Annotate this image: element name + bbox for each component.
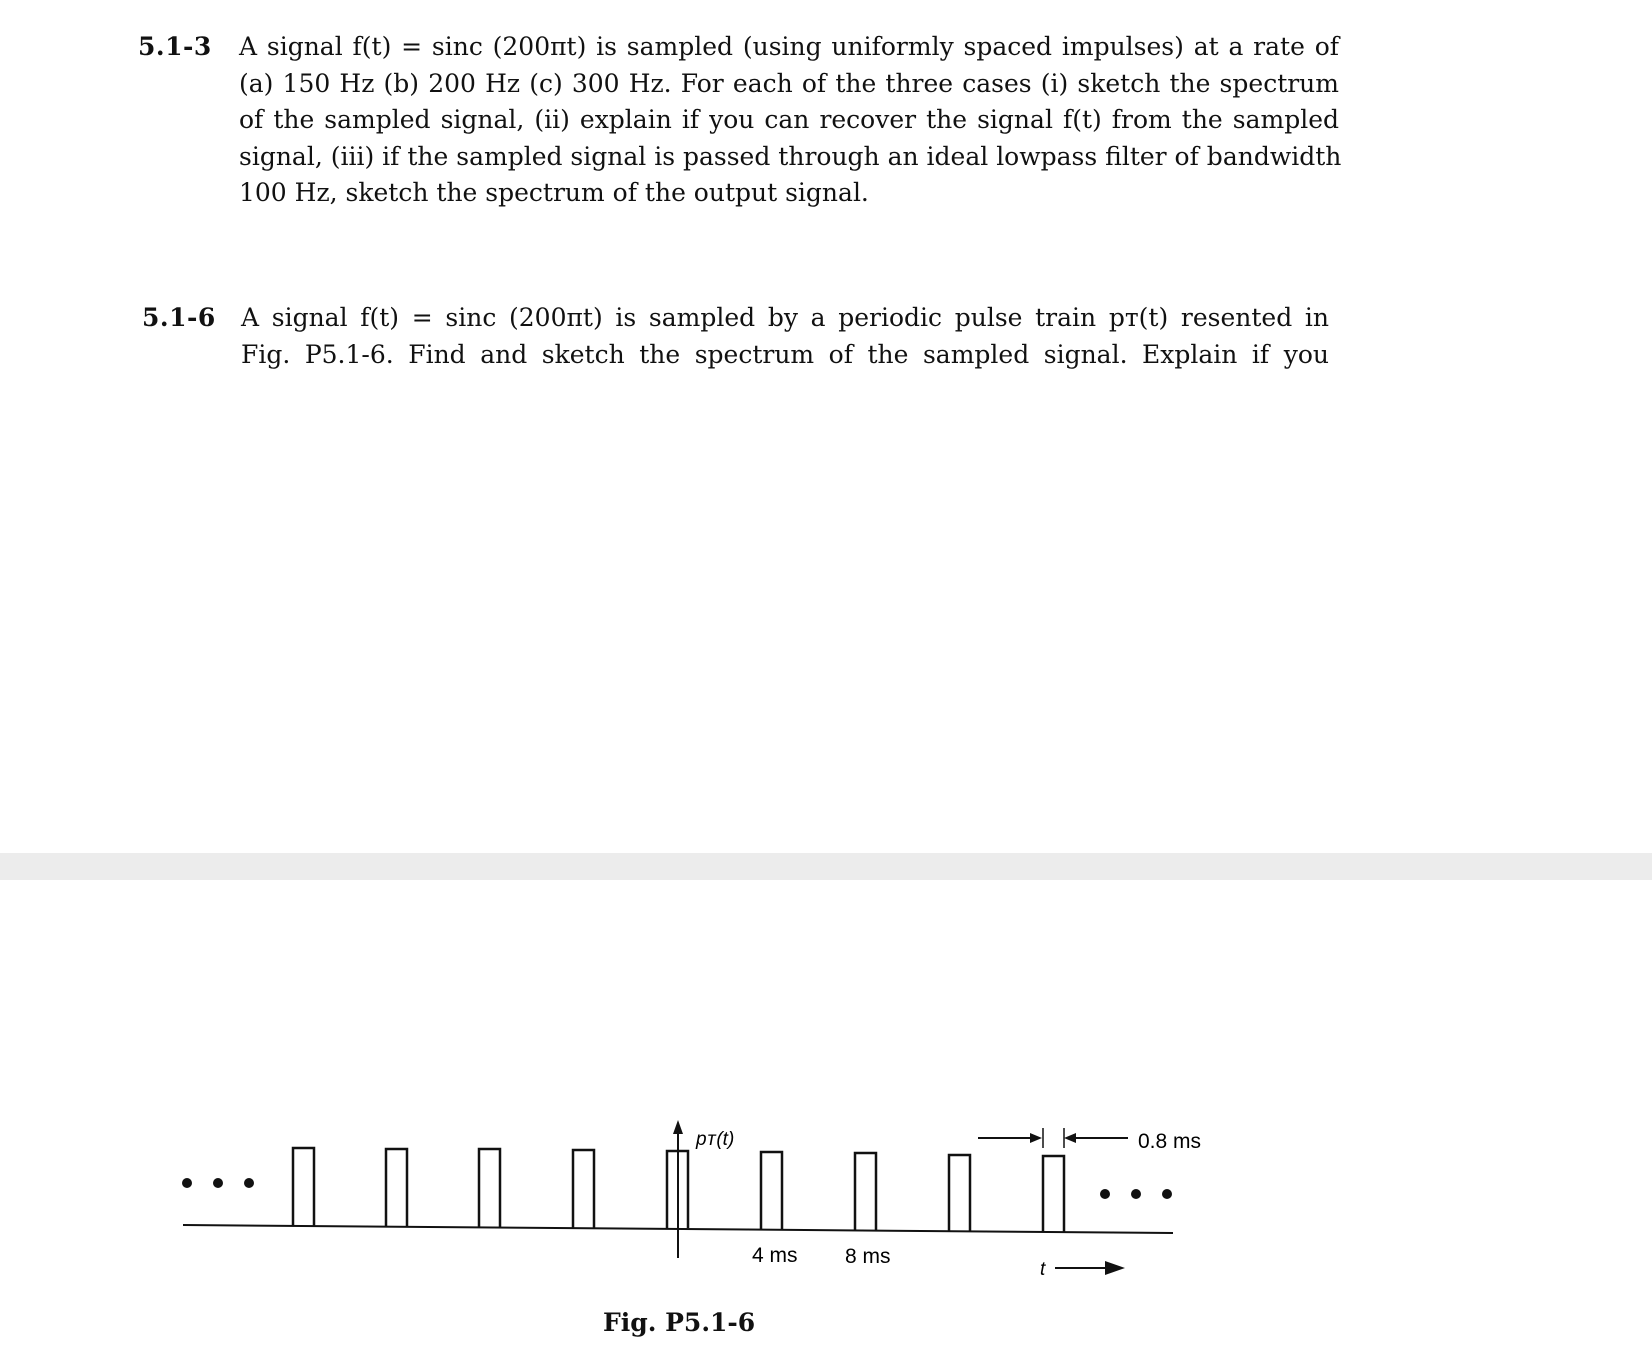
tick-label-8ms: 8 ms (845, 1245, 891, 1268)
arrow-right-icon (1030, 1133, 1042, 1143)
tick-label-4ms: 4 ms (752, 1244, 798, 1267)
problem-number: 5.1-6 (142, 303, 216, 332)
problem-number: 5.1-3 (138, 32, 212, 61)
axis-label-t: t (1040, 1259, 1046, 1280)
width-label: 0.8 ms (1138, 1130, 1202, 1153)
problem-line: 100 Hz, sketch the spectrum of the output signal. (239, 178, 869, 207)
pulse (761, 1152, 782, 1229)
right-ellipsis (1100, 1189, 1172, 1199)
figure-caption: Fig. P5.1-6 (603, 1308, 756, 1337)
problem-line: of the sampled signal, (ii) explain if you can recover the signal f(t) from the sampled (239, 105, 1339, 134)
problem-line: signal, (iii) if the sampled signal is passed through an ideal lowpass filter of bandwidth (239, 141, 1342, 171)
pulse (1043, 1156, 1064, 1232)
problem-line: A signal f(t) = sinc (200πt) is sampled (using uniformly spaced impulses) at a rate of (239, 32, 1339, 61)
pulse (479, 1149, 500, 1227)
problem-line: (a) 150 Hz (b) 200 Hz (c) 300 Hz. For each of the three cases (i) sketch the spectrum (239, 68, 1339, 98)
pulse (855, 1153, 876, 1230)
pulse (386, 1149, 407, 1226)
t-arrow-icon (1105, 1261, 1125, 1275)
signal-label: pᴛ(t) (696, 1129, 735, 1150)
left-ellipsis (182, 1178, 254, 1188)
pulse (573, 1150, 594, 1228)
pulse (949, 1155, 970, 1231)
vertical-axis-arrow-icon (673, 1120, 683, 1134)
problem-line: A signal f(t) = sinc (200πt) is sampled by a periodic pulse train pᴛ(t) resented in (241, 303, 1329, 332)
problem-line: Fig. P5.1-6. Find and sketch the spectrum of the sampled signal. Explain if you (241, 339, 1329, 369)
arrow-left-icon (1064, 1133, 1076, 1143)
pulse (293, 1148, 314, 1226)
